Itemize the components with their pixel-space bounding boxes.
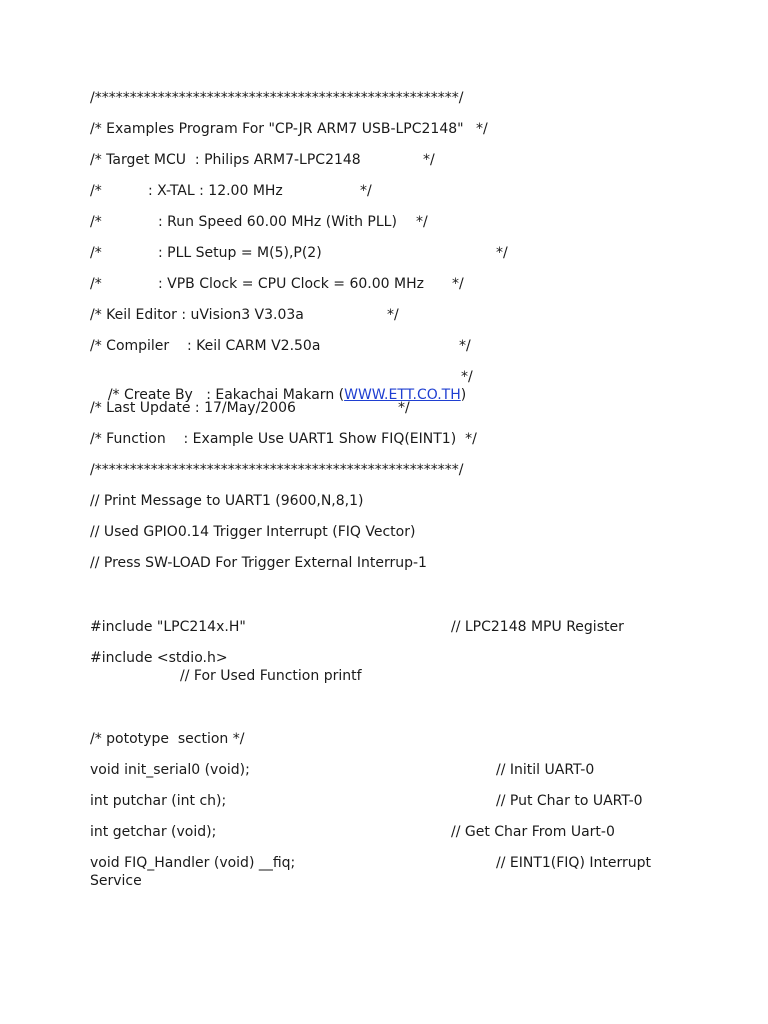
vpb-clock-prefix: /* [90, 276, 102, 292]
prototype-heading: /* pototype section */ [90, 731, 245, 747]
include-comment: // For Used Function printf [180, 668, 362, 684]
create-by-text: /* Create By : Eakachai Makarn ( [107, 387, 345, 403]
prototype-decl: void init_serial0 (void); [90, 762, 250, 778]
keil-editor-text: /* Keil Editor : uVision3 V3.03a [90, 307, 304, 323]
prototype-comment: // Put Char to UART-0 [496, 793, 643, 809]
header-keil-editor [90, 306, 710, 324]
prototype-comment: // Initil UART-0 [496, 762, 595, 778]
last-update-comment-end: */ [398, 400, 410, 416]
note-line: // Print Message to UART1 (9600,N,8,1) [90, 493, 364, 509]
header-last-update [90, 399, 710, 417]
xtal-comment-end: */ [360, 183, 372, 199]
header-border-top: /****************************************************/ [90, 90, 464, 106]
header-compiler [90, 337, 710, 355]
header-vpb-clock [90, 275, 710, 293]
prototype-comment-wrap: Service [90, 873, 142, 889]
header-xtal [90, 182, 710, 200]
vpb-clock-text: : VPB Clock = CPU Clock = 60.00 MHz [158, 276, 424, 292]
header-function: /* Function : Example Use UART1 Show FIQ(EINT1) */ [90, 431, 477, 447]
include-line [90, 618, 710, 636]
run-speed-text: : Run Speed 60.00 MHz (With PLL) [158, 214, 397, 230]
title-comment-end: */ [476, 121, 488, 137]
header-run-speed [90, 213, 710, 231]
xtal-text: : X-TAL : 12.00 MHz [148, 183, 283, 199]
prototype-row [90, 823, 710, 841]
prototype-decl: int putchar (int ch); [90, 793, 227, 809]
header-create-by [90, 368, 710, 403]
prototype-comment: // EINT1(FIQ) Interrupt [496, 855, 651, 871]
note-line: // Used GPIO0.14 Trigger Interrupt (FIQ Vector) [90, 524, 416, 540]
last-update-text: /* Last Update : 17/May/2006 [90, 400, 296, 416]
include-comment: // LPC2148 MPU Register [451, 619, 624, 635]
prototype-decl: void FIQ_Handler (void) __fiq; [90, 855, 296, 871]
create-by-comment-end: */ [461, 369, 473, 385]
prototype-comment: // Get Char From Uart-0 [451, 824, 615, 840]
note-line: // Press SW-LOAD For Trigger External Interrup-1 [90, 555, 427, 571]
prototype-decl: int getchar (void); [90, 824, 217, 840]
pll-setup-comment-end: */ [496, 245, 508, 261]
vpb-clock-comment-end: */ [452, 276, 464, 292]
prototype-row [90, 761, 710, 779]
pll-setup-text: : PLL Setup = M(5),P(2) [158, 245, 322, 261]
target-mcu-text: /* Target MCU : Philips ARM7-LPC2148 [90, 152, 361, 168]
compiler-text: /* Compiler : Keil CARM V2.50a [90, 338, 321, 354]
run-speed-prefix: /* [90, 214, 102, 230]
prototype-row [90, 792, 710, 810]
header-target-mcu [90, 151, 710, 169]
prototype-row [90, 854, 710, 872]
pll-setup-prefix: /* [90, 245, 102, 261]
run-speed-comment-end: */ [416, 214, 428, 230]
ett-website-link[interactable]: WWW.ETT.CO.TH [344, 387, 461, 403]
compiler-comment-end: */ [459, 338, 471, 354]
keil-editor-comment-end: */ [387, 307, 399, 323]
header-pll-setup [90, 244, 710, 262]
include-directive: #include "LPC214x.H" [90, 619, 246, 635]
title-text: /* Examples Program For "CP-JR ARM7 USB-LPC2148" [90, 121, 464, 137]
header-title-line [90, 120, 710, 138]
include-directive: #include <stdio.h> [90, 650, 228, 666]
header-border-bottom: /****************************************************/ [90, 462, 464, 478]
create-by-close-paren: ) [460, 387, 467, 403]
xtal-prefix: /* [90, 183, 102, 199]
target-mcu-comment-end: */ [423, 152, 435, 168]
